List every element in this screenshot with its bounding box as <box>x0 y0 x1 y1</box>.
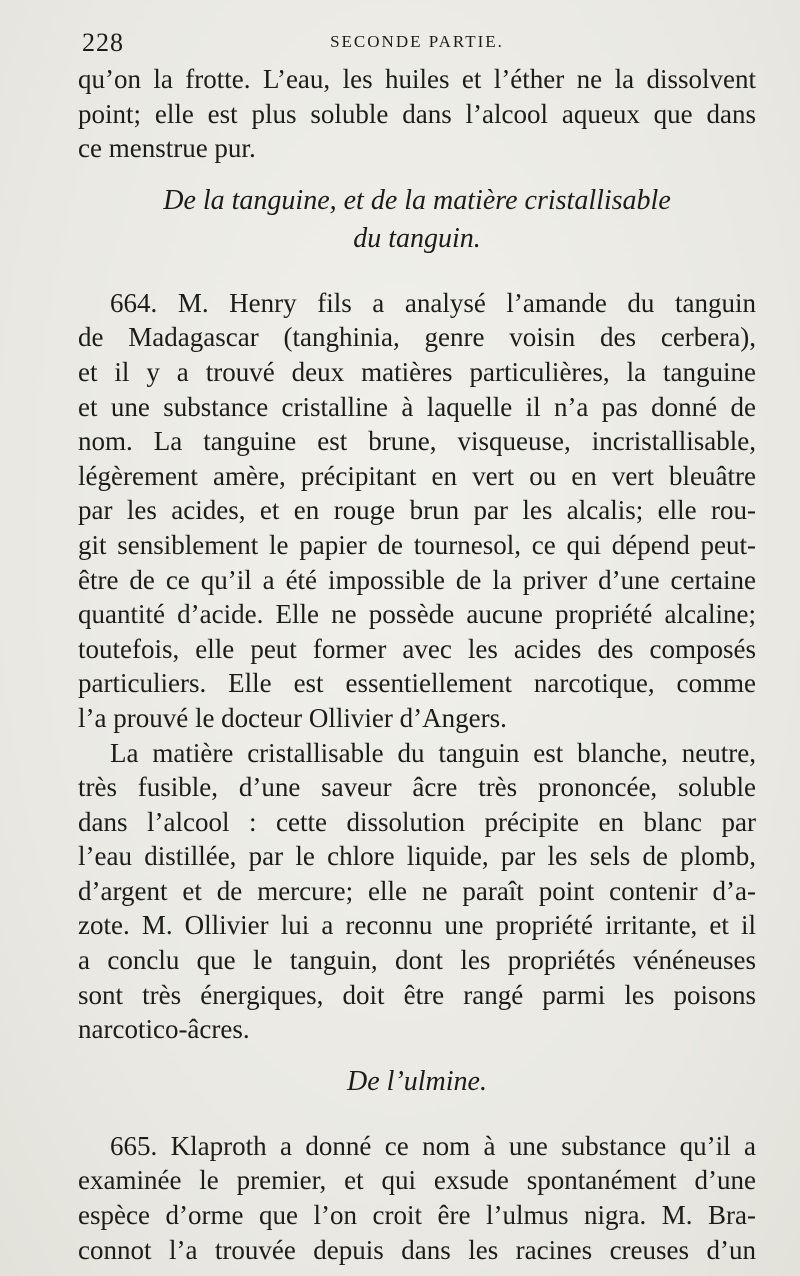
text-line: 664. M. Henry fils a analysé l’amande du tanguin <box>110 287 756 318</box>
text-line: 665. Klaproth a donné ce nom à une substance qu’il a <box>110 1130 756 1161</box>
text-line: point; elle est plus soluble dans l’alcool aqueux que dans <box>78 98 756 129</box>
running-title: SECONDE PARTIE. <box>330 32 504 51</box>
text-line: par les acides, et en rouge brun par les alcalis; elle rou- <box>78 495 756 526</box>
paragraph-crystalline-matter <box>78 736 756 1047</box>
text-line: de Madagascar (tanghinia, genre voisin des cerbera), <box>78 322 756 353</box>
text-line: dans l’alcool : cette dissolution précipite en blanc par <box>78 806 756 837</box>
heading-line: du tanguin. <box>353 222 481 254</box>
text-line: particuliers. Elle est essentiellement narcotique, comme <box>78 668 756 699</box>
text-line: et il y a trouvé deux matières particulières, la tanguine <box>78 356 756 387</box>
text-line: d’argent et de mercure; elle ne paraît point contenir d’a- <box>78 875 756 906</box>
text-line: qu’on la frotte. L’eau, les huiles et l’éther ne la dissolvent <box>78 64 756 94</box>
text-line: l’eau distillée, par le chlore liquide, par les sels de plomb, <box>78 841 756 872</box>
text-line: et une substance cristalline à laquelle il n’a pas donné de <box>78 391 756 422</box>
text-line: zote. M. Ollivier lui a reconnu une propriété irritante, et il <box>78 910 756 941</box>
text-line: examinée le premier, et qui exsude spontanément d’une <box>78 1165 756 1196</box>
paragraph-continuation <box>78 62 756 166</box>
text-line: git sensiblement le papier de tournesol, ce qui dépend peut- <box>78 529 756 560</box>
text-line: ce menstrue pur. <box>78 133 256 164</box>
paragraph-664 <box>78 286 756 736</box>
page-number: 228 <box>82 28 124 57</box>
text-line: être de ce qu’il a été impossible de la priver d’une certaine <box>78 564 756 595</box>
section-heading-ulmine: De l’ulmine. <box>347 1065 487 1097</box>
running-header <box>78 22 756 62</box>
text-line: nom. La tanguine est brune, visqueuse, incristallisable, <box>78 426 756 457</box>
text-line: l’a prouvé le docteur Ollivier d’Angers. <box>78 702 507 733</box>
heading-line: De la tanguine, et de la matière cristallisable <box>163 184 671 216</box>
section-heading-tanguine <box>78 182 756 258</box>
text-line: espèce d’orme que l’on croit êre l’ulmus nigra. M. Bra- <box>78 1200 756 1231</box>
text-line: La matière cristallisable du tanguin est blanche, neutre, <box>110 737 756 768</box>
text-line: légèrement amère, précipitant en vert ou en vert bleuâtre <box>78 460 756 491</box>
text-line: narcotico-âcres. <box>78 1014 250 1045</box>
text-line: a conclu que le tanguin, dont les propriétés vénéneuses <box>78 945 756 976</box>
text-line: quantité d’acide. Elle ne possède aucune propriété alcaline; <box>78 599 756 630</box>
text-line: toutefois, elle peut former avec les acides des composés <box>78 633 756 664</box>
text-line: très fusible, d’une saveur âcre très prononcée, soluble <box>78 772 756 803</box>
text-line: connot l’a trouvée depuis dans les racines creuses d’un <box>78 1234 756 1265</box>
text-line: sont très énergiques, doit être rangé parmi les poisons <box>78 979 756 1010</box>
paragraph-665 <box>78 1129 756 1267</box>
